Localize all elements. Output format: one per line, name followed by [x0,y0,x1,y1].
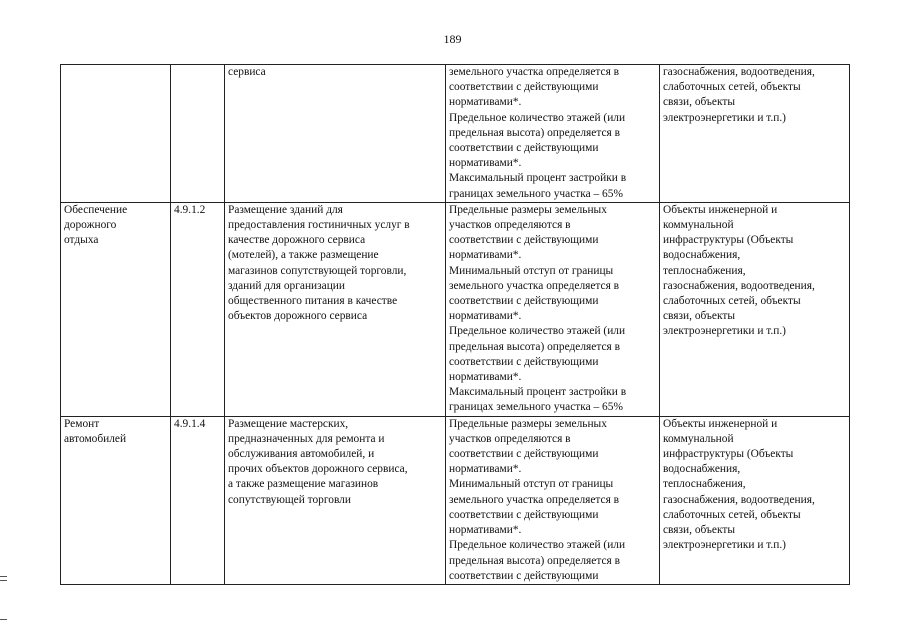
margin-scan-mark [0,580,7,581]
parameter-paragraph: Максимальный процент застройки в границах земельного участка – 65% [449,386,627,414]
parameter-paragraph: Предельные размеры земельных участков определяются в соответствии с действующими нормативами*. [449,417,607,476]
margin-scan-mark [0,576,7,577]
table-row [61,202,850,416]
use-name-cell [61,65,171,203]
parameter-paragraph: земельного участка определяется в соответствии с действующими нормативами*. [449,66,620,109]
objects-cell: Объекты инженерной и коммунальной инфраструктуры (Объекты водоснабжения, теплоснабжения, газоснабжения, водоотведения, слаботочных сетей, объекты связи, объекты электроэнергетики и т.п.) [660,202,850,416]
table-row [61,65,850,203]
table-row [61,416,850,584]
objects-cell: Объекты инженерной и коммунальной инфраструктуры (Объекты водоснабжения, теплоснабжения, газоснабжения, водоотведения, слаботочных сетей, объекты связи, объекты электроэнергетики и т.п.) [660,416,850,584]
parameter-paragraph: Максимальный процент застройки в границах земельного участка – 65% [449,172,627,200]
parameters-cell [446,202,660,416]
use-description-cell: сервиса [225,65,446,203]
use-description-cell: Размещение зданий для предоставления гостиничных услуг в качестве дорожного сервиса (мотелей), а также размещение магазинов сопутствующей торговли, зданий для организации общественного питания в качестве объектов дорожного сервиса [225,202,446,416]
use-name-cell: Обеспечение дорожного отдыха [61,202,171,416]
parameter-paragraph: Предельное количество этажей (или предельная высота) определяется в соответствии с действующими нормативами*. [449,325,626,384]
use-code-cell: 4.9.1.4 [171,416,225,584]
parameter-paragraph: Минимальный отступ от границы земельного участка определяется в соответствии с действующими нормативами*. [449,264,620,323]
margin-scan-mark [0,619,7,620]
objects-cell: газоснабжения, водоотведения, слаботочных сетей, объекты связи, объекты электроэнергетики и т.п.) [660,65,850,203]
use-description-cell: Размещение мастерских, предназначенных для ремонта и обслуживания автомобилей, и прочих объектов дорожного сервиса, а также размещение магазинов сопутствующей торговли [225,416,446,584]
parameter-paragraph: Предельное количество этажей (или предельная высота) определяется в соответствии с действующими [449,539,626,582]
parameters-cell [446,65,660,203]
use-name-cell: Ремонт автомобилей [61,416,171,584]
page-number: 189 [443,32,462,46]
parameter-paragraph: Минимальный отступ от границы земельного участка определяется в соответствии с действующими нормативами*. [449,478,620,537]
use-code-cell: 4.9.1.2 [171,202,225,416]
land-use-table [60,64,850,585]
parameter-paragraph: Предельное количество этажей (или предельная высота) определяется в соответствии с действующими нормативами*. [449,111,626,170]
use-code-cell [171,65,225,203]
parameters-cell [446,416,660,584]
parameter-paragraph: Предельные размеры земельных участков определяются в соответствии с действующими нормативами*. [449,203,607,262]
